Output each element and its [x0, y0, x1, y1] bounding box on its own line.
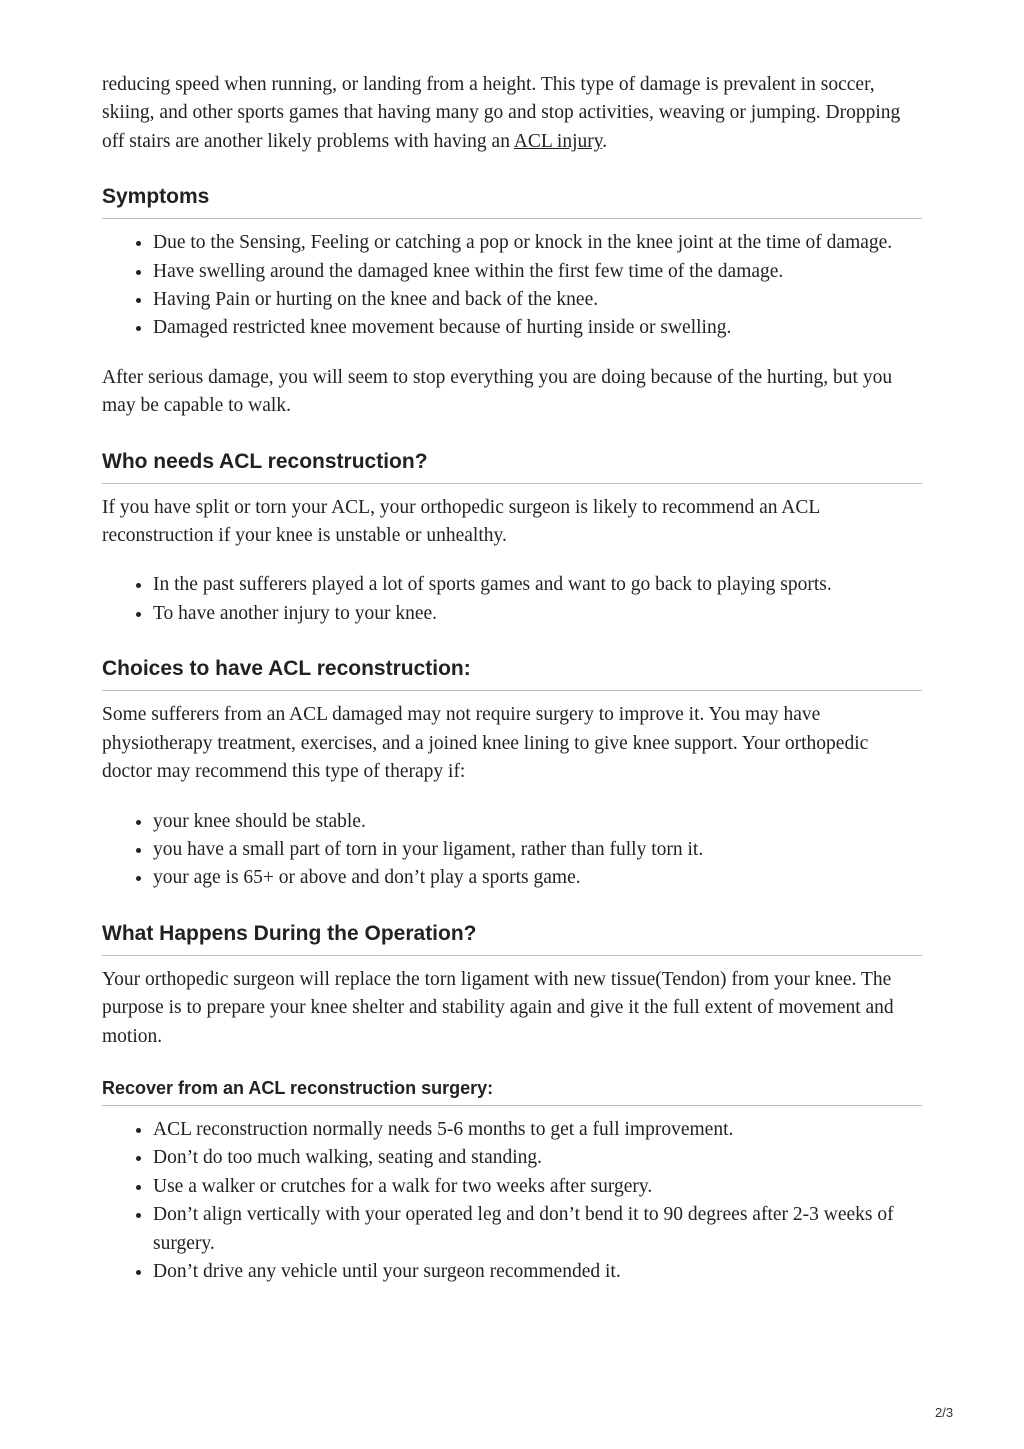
intro-text-end: .: [602, 130, 608, 152]
list-item: • Don’t drive any vehicle until your surgeon recommended it.: [153, 1258, 922, 1286]
choices-paragraph: Some sufferers from an ACL damaged may not require surgery to improve it. You may have physiotherapy treatment, exercises, and a joined knee lining to give knee support. Your orthopedic doctor may recommend this type of therapy if:: [102, 704, 869, 783]
list-item: • Use a walker or crutches for a walk for two weeks after surgery.: [153, 1173, 922, 1201]
symptoms-paragraph: After serious damage, you will seem to stop everything you are doing because of the hurting, but you may be capable to walk.: [102, 366, 893, 417]
list-item: • Don’t do too much walking, seating and standing.: [153, 1144, 922, 1172]
who-needs-list: [102, 571, 922, 628]
recovery-heading: Recover from an ACL reconstruction surgery:: [102, 1077, 922, 1106]
list-item: • To have another injury to your knee.: [153, 600, 922, 628]
symptoms-list: [102, 229, 922, 343]
page-number: 2/3: [935, 1405, 954, 1420]
acl-injury-link[interactable]: ACL injury: [513, 130, 603, 152]
choices-list: [102, 808, 922, 893]
list-item: • Having Pain or hurting on the knee and back of the knee.: [153, 286, 922, 314]
list-item: • Damaged restricted knee movement because of hurting inside or swelling.: [153, 314, 922, 342]
symptoms-heading: Symptoms: [102, 184, 922, 219]
list-item: • you have a small part of torn in your ligament, rather than fully torn it.: [153, 836, 922, 864]
intro-paragraph: [102, 71, 922, 156]
operation-paragraph: Your orthopedic surgeon will replace the torn ligament with new tissue(Tendon) from your knee. The purpose is to prepare your knee shelter and stability again and give it the full extent of movement and motion.: [102, 968, 894, 1047]
article-body: [102, 71, 922, 1286]
intro-text: reducing speed when running, or landing from a height. This type of damage is prevalent in soccer, skiing, and other sports games that having many go and stop activities, weaving or jumping. Dropping off stairs are another likely problems with having an: [102, 74, 901, 152]
list-item: • Don’t align vertically with your operated leg and don’t bend it to 90 degrees after 2-3 weeks of surgery.: [153, 1201, 922, 1258]
choices-heading: Choices to have ACL reconstruction:: [102, 656, 922, 691]
list-item: • your knee should be stable.: [153, 808, 922, 836]
list-item: • In the past sufferers played a lot of sports games and want to go back to playing sports.: [153, 571, 922, 599]
who-needs-paragraph: If you have split or torn your ACL, your orthopedic surgeon is likely to recommend an ACL reconstruction if your knee is unstable or unhealthy.: [102, 496, 820, 547]
list-item: • your age is 65+ or above and don’t play a sports game.: [153, 864, 922, 892]
list-item: • Due to the Sensing, Feeling or catching a pop or knock in the knee joint at the time of damage.: [153, 229, 922, 257]
operation-heading: What Happens During the Operation?: [102, 921, 922, 956]
list-item: • Have swelling around the damaged knee within the first few time of the damage.: [153, 258, 922, 286]
who-needs-heading: Who needs ACL reconstruction?: [102, 449, 922, 484]
list-item: • ACL reconstruction normally needs 5-6 months to get a full improvement.: [153, 1116, 922, 1144]
recovery-list: [102, 1116, 922, 1286]
